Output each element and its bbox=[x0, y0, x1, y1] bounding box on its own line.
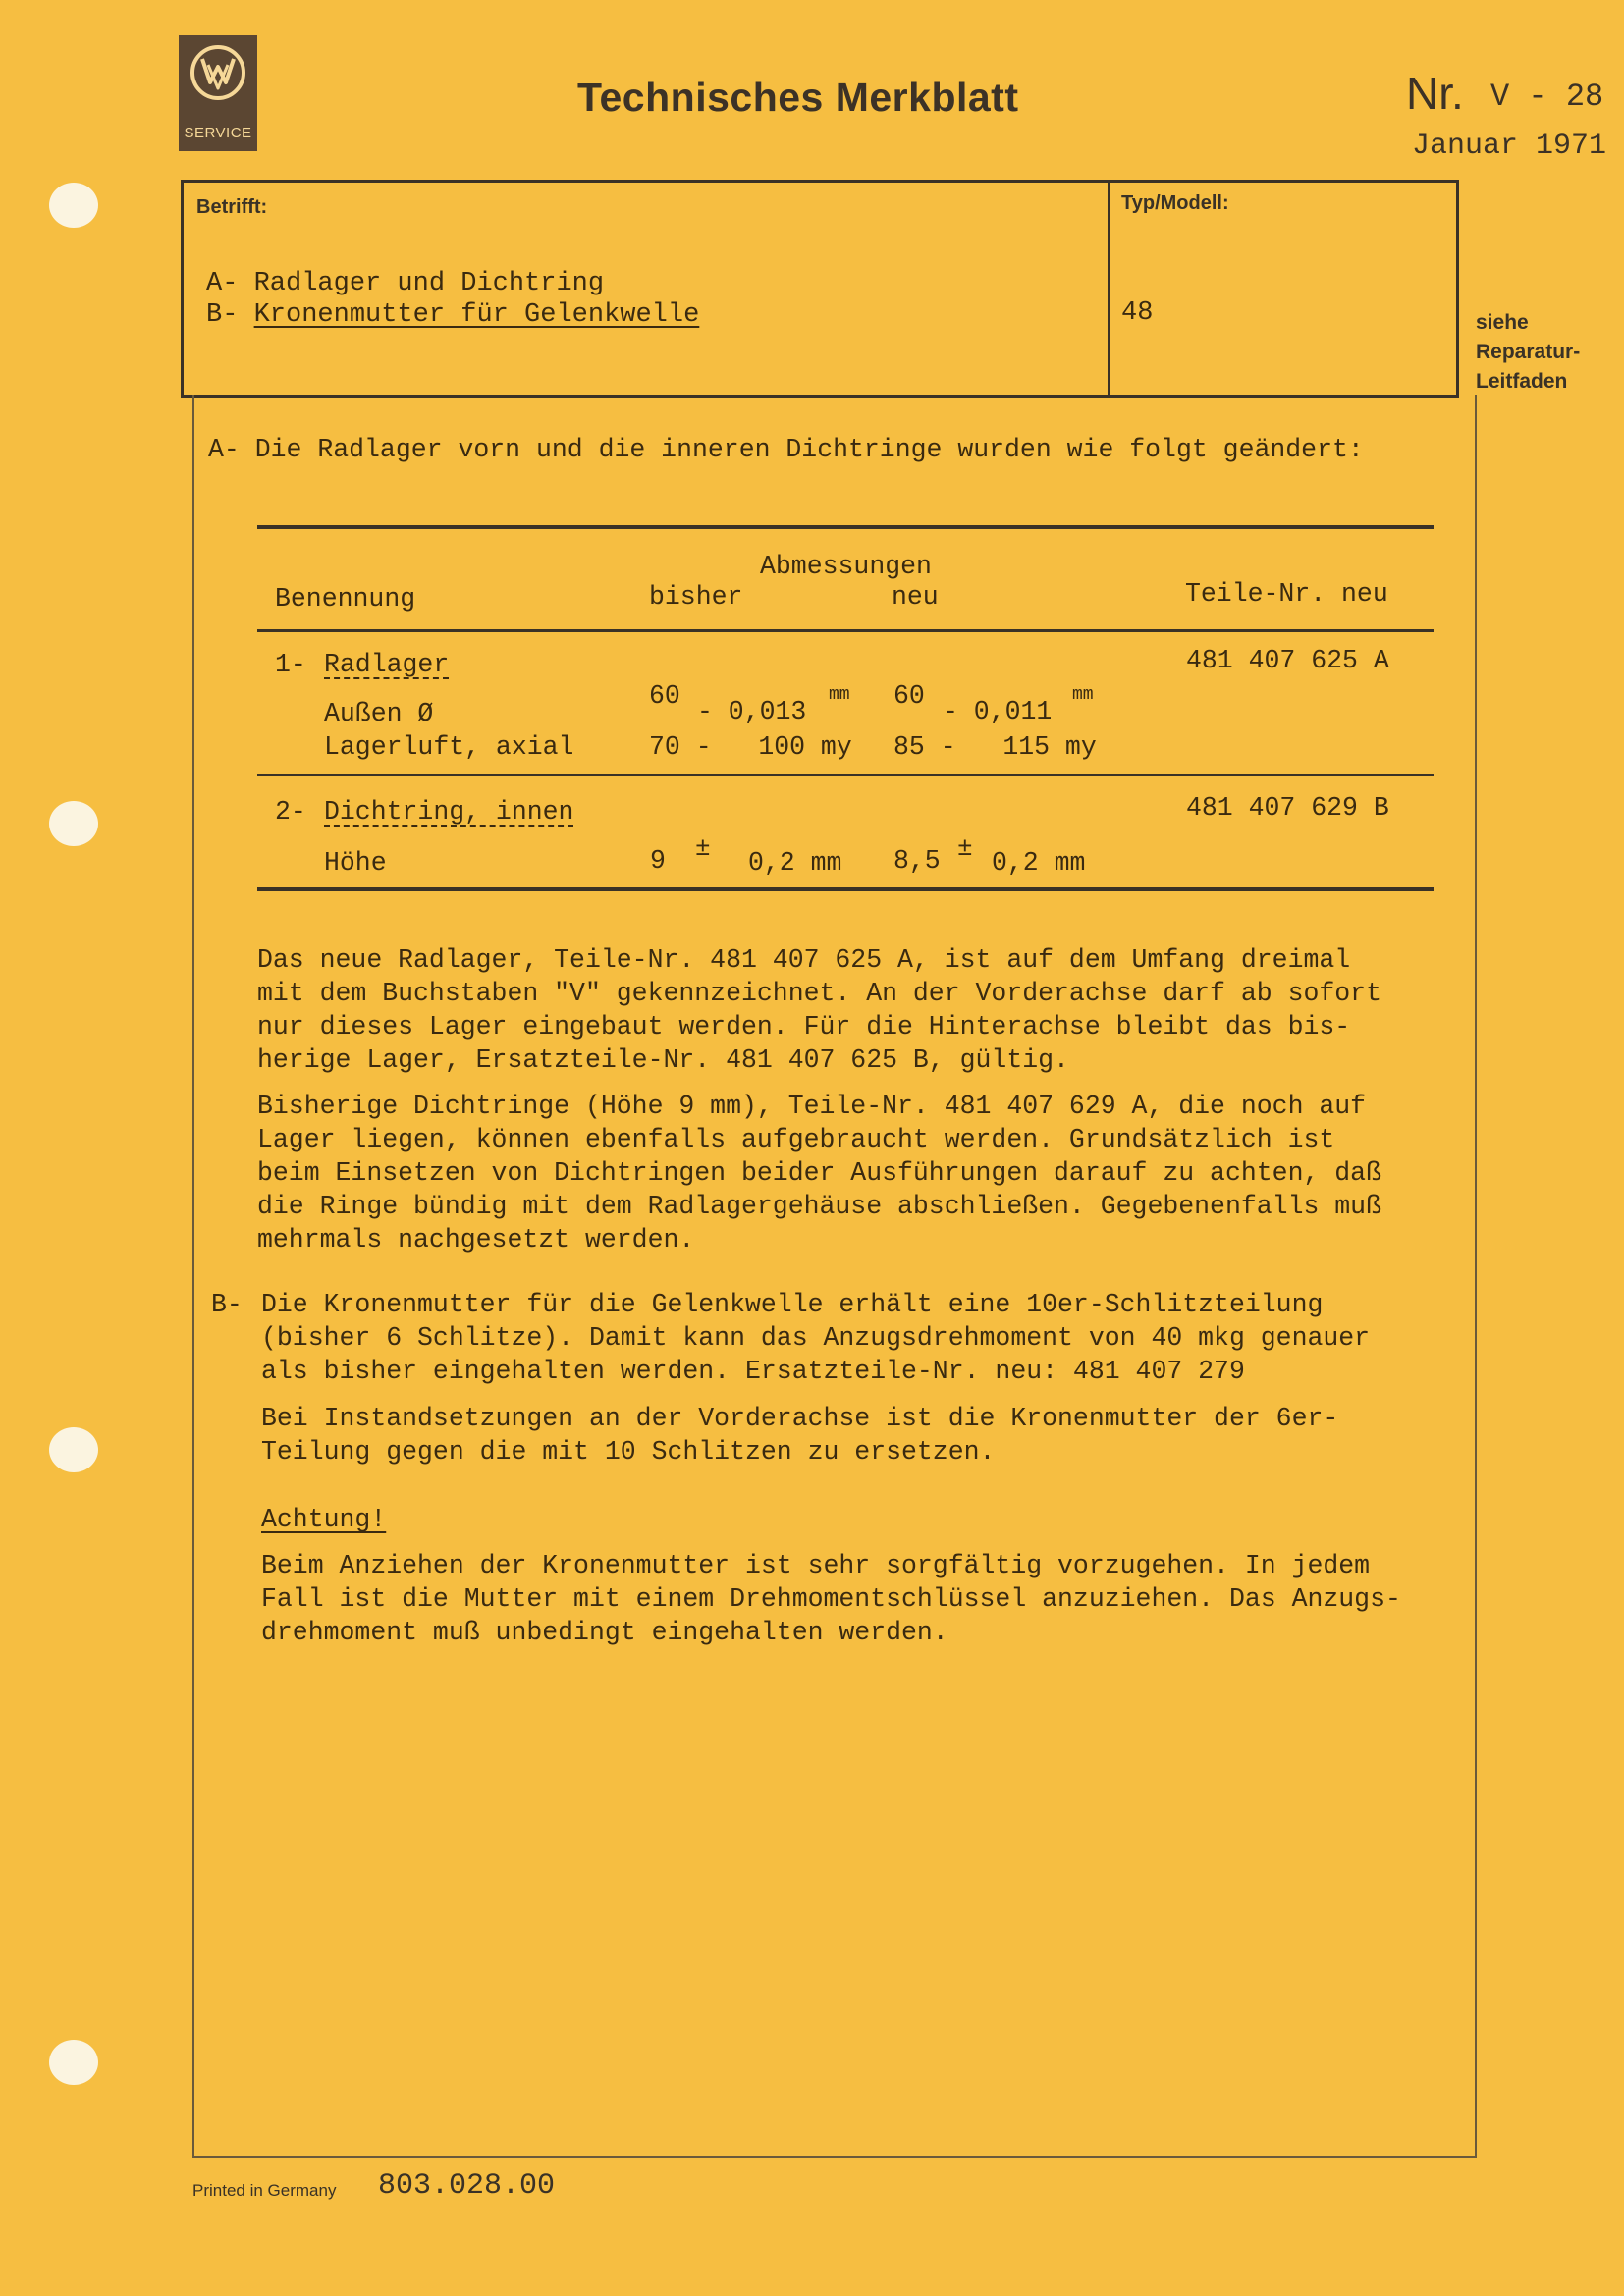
table-head-neu: neu bbox=[892, 582, 939, 612]
subject-line-b-prefix: B- bbox=[206, 300, 254, 330]
row1-sub2-bisher: 70 - 100 my bbox=[649, 732, 852, 762]
row1-sub1-neu-nominal: 60 bbox=[893, 681, 925, 711]
paragraph-line: Bisherige Dichtringe (Höhe 9 mm), Teile-Nr. 481 407 629 A, die noch auf bbox=[257, 1092, 1367, 1121]
row2-bisher-plusminus: ± bbox=[695, 833, 711, 863]
table-head-benennung: Benennung bbox=[275, 584, 416, 614]
row2-neu-tolerance: 0,2 mm bbox=[992, 848, 1086, 878]
typ-modell-label: Typ/Modell: bbox=[1121, 192, 1229, 214]
paragraph-line: herige Lager, Ersatzteile-Nr. 481 407 625 B, gültig. bbox=[257, 1045, 1069, 1075]
row2-number: 2- bbox=[275, 797, 306, 827]
row1-sub1-bisher-tolerance: - 0,013 bbox=[697, 697, 807, 726]
section-b-prefix: B- bbox=[211, 1290, 243, 1319]
paragraph-line: mit dem Buchstaben "V" gekennzeichnet. An der Vorderachse darf ab sofort bbox=[257, 979, 1381, 1008]
paragraph-line: (bisher 6 Schlitze). Damit kann das Anzugsdrehmoment von 40 mkg genauer bbox=[261, 1323, 1371, 1353]
side-note bbox=[1476, 308, 1580, 397]
row1-number: 1- bbox=[275, 650, 306, 679]
table-head-bisher: bisher bbox=[649, 582, 743, 612]
paragraph-line: mehrmals nachgesetzt werden. bbox=[257, 1225, 695, 1255]
paragraph-line: beim Einsetzen von Dichtringen beider Ausführungen darauf zu achten, daß bbox=[257, 1158, 1381, 1188]
row1-sub1-neu-tolerance: - 0,011 bbox=[943, 697, 1053, 726]
row1-part-number: 481 407 625 A bbox=[1186, 646, 1389, 675]
betrifft-label: Betrifft: bbox=[196, 196, 268, 218]
row2-bisher-tolerance: 0,2 mm bbox=[748, 848, 842, 878]
row1-name: Radlager bbox=[324, 650, 450, 679]
paragraph-line: Bei Instandsetzungen an der Vorderachse ist die Kronenmutter der 6er- bbox=[261, 1404, 1339, 1433]
table-head-rule bbox=[257, 629, 1434, 632]
table-row1-rule bbox=[257, 774, 1434, 776]
paragraph-line: nur dieses Lager eingebaut werden. Für die Hinterachse bleibt das bis- bbox=[257, 1012, 1351, 1041]
paragraph-line: die Ringe bündig mit dem Radlagergehäuse abschließen. Gegebenenfalls muß bbox=[257, 1192, 1381, 1221]
paragraph-line: Lager liegen, können ebenfalls aufgebraucht werden. Grundsätzlich ist bbox=[257, 1125, 1335, 1154]
row1-sub1-bisher-nominal: 60 bbox=[649, 681, 680, 711]
printed-in-label: Printed in Germany bbox=[192, 2181, 337, 2200]
punch-hole-4 bbox=[49, 2040, 98, 2085]
row2-sub-label: Höhe bbox=[324, 848, 387, 878]
vw-emblem-icon bbox=[189, 43, 247, 102]
table-head-teile-nr: Teile-Nr. neu bbox=[1185, 579, 1388, 609]
row2-neu-plusminus: ± bbox=[957, 833, 973, 863]
print-code: 803.028.00 bbox=[378, 2169, 556, 2203]
row1-sub2-neu: 85 - 115 my bbox=[893, 732, 1097, 762]
paragraph-line: drehmoment muß unbedingt eingehalten werden. bbox=[261, 1618, 948, 1647]
row2-neu-nominal: 8,5 bbox=[893, 846, 941, 876]
paragraph-line: Die Kronenmutter für die Gelenkwelle erhält eine 10er-Schlitzteilung bbox=[261, 1290, 1324, 1319]
section-a-intro: A- Die Radlager vorn und die inneren Dichtringe wurden wie folgt geändert: bbox=[208, 435, 1364, 464]
issue-date: Januar 1971 bbox=[1412, 130, 1607, 163]
punch-hole-3 bbox=[49, 1427, 98, 1472]
paragraph-line: Das neue Radlager, Teile-Nr. 481 407 625 A, ist auf dem Umfang dreimal bbox=[257, 945, 1351, 975]
nr-label: Nr. bbox=[1406, 68, 1464, 119]
subject-line-a: A- Radlager und Dichtring bbox=[206, 269, 605, 298]
punch-hole-1 bbox=[49, 183, 98, 228]
row1-sub1-label: Außen Ø bbox=[324, 699, 434, 728]
row2-name: Dichtring, innen bbox=[324, 797, 574, 827]
paragraph-line: als bisher eingehalten werden. Ersatzteile-Nr. neu: 481 407 279 bbox=[261, 1357, 1245, 1386]
attention-title: Achtung! bbox=[261, 1505, 387, 1534]
subject-line-b-text: Kronenmutter für Gelenkwelle bbox=[253, 300, 700, 330]
row1-sub1-neu-unit: mm bbox=[1072, 685, 1094, 705]
vw-service-logo bbox=[179, 35, 257, 151]
row2-bisher-nominal: 9 bbox=[650, 846, 666, 876]
row2-part-number: 481 407 629 B bbox=[1186, 793, 1389, 823]
logo-text: SERVICE bbox=[184, 125, 252, 141]
punch-hole-2 bbox=[49, 801, 98, 846]
typ-modell-value: 48 bbox=[1121, 298, 1154, 328]
row1-sub2-label: Lagerluft, axial bbox=[324, 732, 574, 762]
table-top-rule bbox=[257, 525, 1434, 529]
row1-sub1-bisher-unit: mm bbox=[829, 685, 850, 705]
nr-value: V - 28 bbox=[1490, 79, 1604, 115]
side-note-line-3: Leitfaden bbox=[1476, 370, 1568, 393]
table-bottom-rule bbox=[257, 887, 1434, 891]
paragraph-line: Beim Anziehen der Kronenmutter ist sehr sorgfältig vorzugehen. In jedem bbox=[261, 1551, 1371, 1580]
document-title: Technisches Merkblatt bbox=[577, 75, 1019, 120]
paragraph-line: Fall ist die Mutter mit einem Drehmomentschlüssel anzuziehen. Das Anzugs- bbox=[261, 1584, 1401, 1614]
subject-box-divider bbox=[1108, 180, 1110, 396]
side-note-line-2: Reparatur- bbox=[1476, 341, 1581, 363]
paragraph-line: Teilung gegen die mit 10 Schlitzen zu ersetzen. bbox=[261, 1437, 996, 1467]
subject-line-b bbox=[206, 300, 699, 330]
table-head-abmessungen: Abmessungen bbox=[760, 552, 932, 581]
side-note-line-1: siehe bbox=[1476, 311, 1529, 334]
